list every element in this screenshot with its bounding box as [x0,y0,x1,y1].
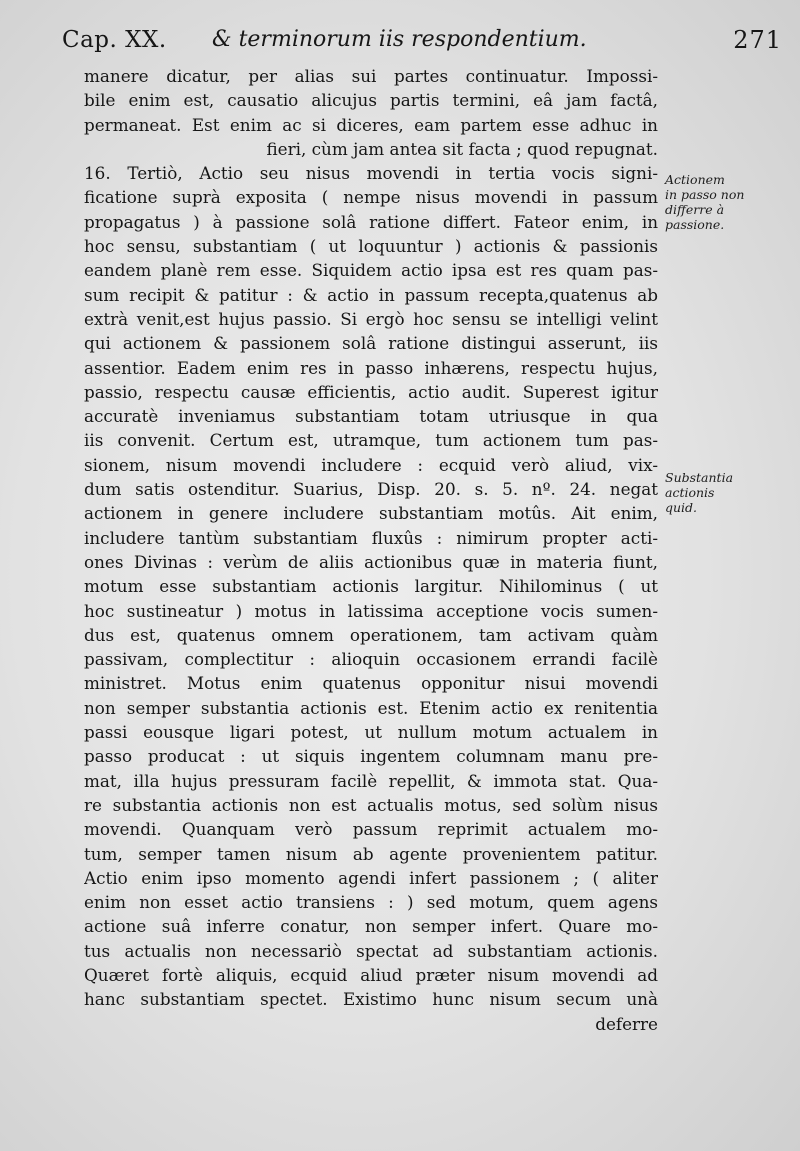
text-line: tus actualis non necessariò spectat ad substantiam actionis. [84,940,658,961]
running-title: & terminorum iis respondentium. [212,27,587,52]
text-line: propagatus ) à passione solâ ratione differt. Fateor enim, in [84,211,658,232]
text-line: deferre [595,1013,658,1034]
body-text [84,64,658,1036]
margin-note-line: in passo non [665,187,745,202]
text-line: tum, semper tamen nisum ab agente provenientem patitur. [84,843,658,864]
margin-note-line: Substantia [665,470,734,485]
text-line: bile enim est, causatio alicujus partis termini, eâ jam factâ, [84,90,658,111]
margin-note-substantia [665,470,793,515]
text-line: movendi. Quanquam verò passum reprimit actualem mo- [84,819,658,840]
page-number: 271 [733,26,782,54]
text-line: Actio enim ipso momento agendi infert passionem ; ( aliter [84,867,658,888]
text-line: mat, illa hujus pressuram facilè repellit, & immota stat. Qua- [84,770,658,791]
margin-note-line: passione. [665,217,725,232]
text-line: passo producat : ut siquis ingentem columnam manu pre- [84,746,658,767]
text-line: passi eousque ligari potest, ut nullum motum actualem in [84,722,658,743]
text-line: Quæret fortè aliquis, ecquid aliud præter nisum movendi ad [84,964,658,985]
text-line: dum satis ostenditur. Suarius, Disp. 20. s. 5. nº. 24. negat [84,479,658,500]
text-line: 16. Tertiò, Actio seu nisus movendi in tertia vocis signi- [84,163,658,184]
chapter-label: Cap. XX. [62,27,167,53]
text-line: assentior. Eadem enim res in passo inhærens, respectu hujus, [84,357,658,378]
text-line: accuratè inveniamus substantiam totam utriusque in qua [84,406,658,427]
text-line: qui actionem & passionem solâ ratione distingui asserunt, iis [84,333,658,354]
text-line: sum recipit & patitur : & actio in passum recepta,quatenus ab [84,284,658,305]
margin-note-line: quid. [665,500,698,515]
text-line: hanc substantiam spectet. Existimo hunc nisum secum unà [84,989,658,1010]
text-line: hoc sensu, substantiam ( ut loquuntur ) actionis & passionis [84,236,658,257]
text-line: dus est, quatenus omnem operationem, tam activam quàm [84,624,658,645]
text-line: ministret. Motus enim quatenus opponitur nisui movendi [84,673,658,694]
text-line: fieri, cùm jam antea sit facta ; quod repugnat. [266,138,658,159]
text-line: ones Divinas : verùm de aliis actionibus quæ in materia fiunt, [84,551,658,572]
text-line: iis convenit. Certum est, utramque, tum actionem tum pas- [84,430,658,451]
text-line: extrà venit,est hujus passio. Si ergò hoc sensu se intelligi velint [84,308,658,329]
margin-note-line: actionis [665,485,715,500]
text-line: motum esse substantiam actionis largitur. Nihilominus ( ut [84,576,658,597]
text-line: passio, respectu causæ efficientis, actio audit. Superest igitur [84,381,658,402]
text-line: actione suâ inferre conatur, non semper infert. Quare mo- [84,916,658,937]
text-line: non semper substantia actionis est. Etenim actio ex renitentia [84,697,658,718]
text-line: passivam, complectitur : alioquin occasionem errandi facilè [84,649,658,670]
margin-note-line: Actionem [665,172,725,187]
margin-note-actionem [665,172,793,232]
text-line: eandem planè rem esse. Siquidem actio ipsa est res quam pas- [84,260,658,281]
text-line: enim non esset actio transiens : ) sed motum, quem agens [84,892,658,913]
margin-note-line: differre à [665,202,725,217]
text-line: re substantia actionis non est actualis motus, sed solùm nisus [84,794,658,815]
text-line: permaneat. Est enim ac si diceres, eam partem esse adhuc in [84,114,658,135]
running-header [62,20,790,60]
text-line: includere tantùm substantiam fluxûs : nimirum propter acti- [84,527,658,548]
text-line: ficatione suprà exposita ( nempe nisus movendi in passum [84,187,658,208]
text-line: hoc sustineatur ) motus in latissima acceptione vocis sumen- [84,600,658,621]
text-line: sionem, nisum movendi includere : ecquid verò aliud, vix- [84,454,658,475]
text-line: actionem in genere includere substantiam motûs. Ait enim, [84,503,658,524]
text-line: manere dicatur, per alias sui partes continuatur. Impossi- [84,66,658,86]
